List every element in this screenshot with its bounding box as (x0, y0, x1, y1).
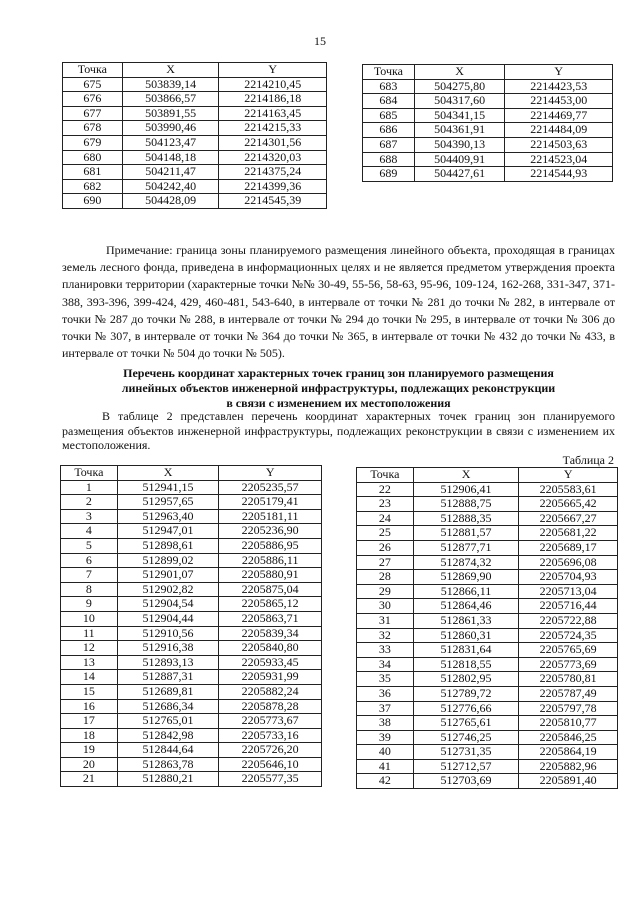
point-cell: 13 (61, 655, 118, 670)
x-cell: 512686,34 (117, 699, 219, 714)
point-cell: 678 (63, 121, 123, 136)
column-header-x: X (117, 466, 219, 481)
table-row (61, 772, 322, 787)
x-cell: 504341,15 (414, 108, 505, 123)
table-row (357, 482, 618, 497)
x-cell: 512789,72 (413, 686, 519, 701)
point-cell: 17 (61, 714, 118, 729)
table-row (61, 655, 322, 670)
x-cell: 512881,57 (413, 526, 519, 541)
y-cell: 2205667,27 (519, 511, 618, 526)
point-cell: 12 (61, 641, 118, 656)
y-cell: 2205733,16 (219, 728, 322, 743)
y-cell: 2205933,45 (219, 655, 322, 670)
y-cell: 2205765,69 (519, 643, 618, 658)
point-cell: 689 (363, 167, 415, 182)
table-row (63, 92, 327, 107)
column-header-point: Точка (61, 466, 118, 481)
table-row (357, 716, 618, 731)
y-cell: 2205880,91 (219, 568, 322, 583)
point-cell: 2 (61, 495, 118, 510)
y-cell: 2214453,00 (505, 94, 613, 109)
point-cell: 42 (357, 774, 414, 789)
point-cell: 27 (357, 555, 414, 570)
table-row (61, 582, 322, 597)
table-row (363, 123, 613, 138)
table-row (61, 626, 322, 641)
point-cell: 39 (357, 730, 414, 745)
y-cell: 2205726,20 (219, 743, 322, 758)
x-cell: 512910,56 (117, 626, 219, 641)
x-cell: 512746,25 (413, 730, 519, 745)
table-row (61, 509, 322, 524)
point-cell: 30 (357, 599, 414, 614)
table-header-row (363, 65, 613, 80)
intro-text: В таблице 2 представлен перечень координат характерных точек границ зон планируемого размещения объектов инженерной инфраструктуры, подлежащих реконструкции в связи с изменением их местоположения. (62, 409, 615, 452)
x-cell: 504361,91 (414, 123, 505, 138)
y-cell: 2214503,63 (505, 137, 613, 152)
table-row (357, 599, 618, 614)
y-cell: 2205724,35 (519, 628, 618, 643)
table-row (363, 79, 613, 94)
point-cell: 40 (357, 745, 414, 760)
x-cell: 504390,13 (414, 137, 505, 152)
table-row (61, 538, 322, 553)
x-cell: 504409,91 (414, 152, 505, 167)
x-cell: 512898,61 (117, 538, 219, 553)
y-cell: 2205773,69 (519, 657, 618, 672)
x-cell: 512866,11 (413, 584, 519, 599)
point-cell: 28 (357, 570, 414, 585)
y-cell: 2205891,40 (519, 774, 618, 789)
x-cell: 512963,40 (117, 509, 219, 524)
y-cell: 2205704,93 (519, 570, 618, 585)
table-row (63, 179, 327, 194)
y-cell: 2205787,49 (519, 686, 618, 701)
y-cell: 2205846,25 (519, 730, 618, 745)
page-number: 15 (314, 34, 326, 48)
table-row (61, 568, 322, 583)
point-cell: 4 (61, 524, 118, 539)
y-cell: 2214544,93 (505, 167, 613, 182)
x-cell: 512731,35 (413, 745, 519, 760)
y-cell: 2205875,04 (219, 582, 322, 597)
table-row (63, 165, 327, 180)
y-cell: 2205780,81 (519, 672, 618, 687)
x-cell: 512703,69 (413, 774, 519, 789)
table-row (357, 643, 618, 658)
column-header-y: Y (219, 63, 327, 78)
point-cell: 14 (61, 670, 118, 685)
table-row (363, 167, 613, 182)
y-cell: 2205878,28 (219, 699, 322, 714)
y-cell: 2205865,12 (219, 597, 322, 612)
x-cell: 512904,54 (117, 597, 219, 612)
point-cell: 32 (357, 628, 414, 643)
table-row (357, 628, 618, 643)
x-cell: 512904,44 (117, 611, 219, 626)
y-cell: 2205839,34 (219, 626, 322, 641)
point-cell: 680 (63, 150, 123, 165)
table-row (357, 540, 618, 555)
point-cell: 37 (357, 701, 414, 716)
table-row (61, 670, 322, 685)
x-cell: 512860,31 (413, 628, 519, 643)
x-cell: 512874,32 (413, 555, 519, 570)
coordinates-table-1-left (62, 62, 327, 209)
y-cell: 2205810,77 (519, 716, 618, 731)
table-row (357, 511, 618, 526)
point-cell: 29 (357, 584, 414, 599)
note-text: Примечание: граница зоны планируемого размещения линейного объекта, проходящая в границах земель лесного фонда, приведена в информационных целях и не является предметом утверждения проекта планировки территории (характерные точки №№ 30-49, 55-56, 58-63, 95-96, 109-124, 162-268, 331-347, 371-388, 393-396, 399-424, 429, 460-481, 543-640, в интервале от точки № 281 до точки № 282, в интервале от точки № 287 до точки № 288, в интервале от точки № 294 до точки № 295, в интервале от точки № 306 до точки № 307, в интервале от точки № 364 до точки № 365, в интервале от точки № 432 до точки № 433, в интервале от точки № 504 до точки № 505). (62, 243, 615, 361)
table-header-row (61, 466, 322, 481)
y-cell: 2205179,41 (219, 495, 322, 510)
point-cell: 688 (363, 152, 415, 167)
point-cell: 22 (357, 482, 414, 497)
x-cell: 512893,13 (117, 655, 219, 670)
table-row (61, 699, 322, 714)
table-row (63, 121, 327, 136)
point-cell: 35 (357, 672, 414, 687)
point-cell: 687 (363, 137, 415, 152)
table-header-row (63, 63, 327, 78)
note-paragraph (62, 242, 615, 362)
column-header-point: Точка (357, 468, 414, 483)
y-cell: 2205722,88 (519, 613, 618, 628)
x-cell: 512901,07 (117, 568, 219, 583)
table-row (61, 524, 322, 539)
point-cell: 24 (357, 511, 414, 526)
point-cell: 686 (363, 123, 415, 138)
x-cell: 512906,41 (413, 482, 519, 497)
x-cell: 503839,14 (122, 77, 219, 92)
x-cell: 503891,55 (122, 106, 219, 121)
y-cell: 2214484,09 (505, 123, 613, 138)
table-row (61, 495, 322, 510)
x-cell: 512888,35 (413, 511, 519, 526)
x-cell: 512877,71 (413, 540, 519, 555)
x-cell: 512861,33 (413, 613, 519, 628)
point-cell: 18 (61, 728, 118, 743)
x-cell: 504242,40 (122, 179, 219, 194)
table-row (357, 686, 618, 701)
x-cell: 512844,64 (117, 743, 219, 758)
x-cell: 512765,01 (117, 714, 219, 729)
table-row (63, 150, 327, 165)
table-row (61, 728, 322, 743)
y-cell: 2214301,56 (219, 135, 327, 150)
x-cell: 503990,46 (122, 121, 219, 136)
column-header-x: X (122, 63, 219, 78)
y-cell: 2205235,57 (219, 480, 322, 495)
table-row (363, 94, 613, 109)
point-cell: 676 (63, 92, 123, 107)
column-header-x: X (413, 468, 519, 483)
x-cell: 512818,55 (413, 657, 519, 672)
x-cell: 504428,09 (122, 194, 219, 209)
point-cell: 677 (63, 106, 123, 121)
x-cell: 504211,47 (122, 165, 219, 180)
y-cell: 2205646,10 (219, 757, 322, 772)
column-header-x: X (414, 65, 505, 80)
y-cell: 2214186,18 (219, 92, 327, 107)
column-header-y: Y (505, 65, 613, 80)
coordinates-table-2-right (356, 467, 618, 789)
x-cell: 512902,82 (117, 582, 219, 597)
y-cell: 2205181,11 (219, 509, 322, 524)
table-row (357, 584, 618, 599)
x-cell: 512842,98 (117, 728, 219, 743)
y-cell: 2205840,80 (219, 641, 322, 656)
table-row (61, 757, 322, 772)
x-cell: 512941,15 (117, 480, 219, 495)
table-row (63, 135, 327, 150)
y-cell: 2205882,96 (519, 759, 618, 774)
column-header-y: Y (219, 466, 322, 481)
point-cell: 684 (363, 94, 415, 109)
x-cell: 504275,80 (414, 79, 505, 94)
table-row (61, 743, 322, 758)
table-row (61, 611, 322, 626)
table-row (357, 701, 618, 716)
y-cell: 2205696,08 (519, 555, 618, 570)
x-cell: 512712,57 (413, 759, 519, 774)
y-cell: 2214399,36 (219, 179, 327, 194)
x-cell: 512776,66 (413, 701, 519, 716)
y-cell: 2205665,42 (519, 497, 618, 512)
point-cell: 1 (61, 480, 118, 495)
y-cell: 2205886,11 (219, 553, 322, 568)
point-cell: 7 (61, 568, 118, 583)
point-cell: 23 (357, 497, 414, 512)
table-row (357, 570, 618, 585)
table-row (363, 137, 613, 152)
y-cell: 2205583,61 (519, 482, 618, 497)
table-row (61, 684, 322, 699)
table-row (357, 774, 618, 789)
y-cell: 2205931,99 (219, 670, 322, 685)
point-cell: 679 (63, 135, 123, 150)
intro-paragraph (62, 409, 615, 453)
table-row (363, 152, 613, 167)
coordinates-table-1-right (362, 64, 613, 182)
point-cell: 20 (61, 757, 118, 772)
point-cell: 9 (61, 597, 118, 612)
point-cell: 15 (61, 684, 118, 699)
point-cell: 8 (61, 582, 118, 597)
point-cell: 3 (61, 509, 118, 524)
table-header-row (357, 468, 618, 483)
y-cell: 2214523,04 (505, 152, 613, 167)
point-cell: 16 (61, 699, 118, 714)
point-cell: 675 (63, 77, 123, 92)
x-cell: 504317,60 (414, 94, 505, 109)
point-cell: 681 (63, 165, 123, 180)
table-row (357, 613, 618, 628)
section-heading-line-1: Перечень координат характерных точек границ зон планируемого размещения (123, 366, 554, 380)
y-cell: 2205797,78 (519, 701, 618, 716)
point-cell: 690 (63, 194, 123, 209)
y-cell: 2214210,45 (219, 77, 327, 92)
table-row (357, 657, 618, 672)
x-cell: 512899,02 (117, 553, 219, 568)
point-cell: 11 (61, 626, 118, 641)
table-row (61, 553, 322, 568)
point-cell: 34 (357, 657, 414, 672)
y-cell: 2205716,44 (519, 599, 618, 614)
y-cell: 2214423,53 (505, 79, 613, 94)
y-cell: 2214545,39 (219, 194, 327, 209)
point-cell: 33 (357, 643, 414, 658)
point-cell: 31 (357, 613, 414, 628)
point-cell: 19 (61, 743, 118, 758)
point-cell: 36 (357, 686, 414, 701)
x-cell: 504148,18 (122, 150, 219, 165)
column-header-point: Точка (363, 65, 415, 80)
table-row (357, 672, 618, 687)
table-row (357, 497, 618, 512)
point-cell: 26 (357, 540, 414, 555)
table-row (61, 480, 322, 495)
y-cell: 2205773,67 (219, 714, 322, 729)
table-row (357, 555, 618, 570)
x-cell: 503866,57 (122, 92, 219, 107)
table-2-caption: Таблица 2 (562, 453, 614, 467)
point-cell: 38 (357, 716, 414, 731)
y-cell: 2214163,45 (219, 106, 327, 121)
y-cell: 2214375,24 (219, 165, 327, 180)
point-cell: 5 (61, 538, 118, 553)
y-cell: 2205886,95 (219, 538, 322, 553)
table-row (61, 641, 322, 656)
section-heading-line-3: в связи с изменением их местоположения (226, 396, 451, 410)
y-cell: 2205577,35 (219, 772, 322, 787)
y-cell: 2205863,71 (219, 611, 322, 626)
x-cell: 512864,46 (413, 599, 519, 614)
table-row (357, 526, 618, 541)
table-row (61, 714, 322, 729)
point-cell: 685 (363, 108, 415, 123)
table-row (357, 759, 618, 774)
y-cell: 2205689,17 (519, 540, 618, 555)
section-heading-line-2: линейных объектов инженерной инфраструктуры, подлежащих реконструкции (121, 381, 556, 395)
table-row (63, 106, 327, 121)
y-cell: 2205236,90 (219, 524, 322, 539)
point-cell: 25 (357, 526, 414, 541)
x-cell: 512888,75 (413, 497, 519, 512)
table-row (357, 730, 618, 745)
x-cell: 512689,81 (117, 684, 219, 699)
table-row (63, 194, 327, 209)
x-cell: 512880,21 (117, 772, 219, 787)
point-cell: 21 (61, 772, 118, 787)
table-row (363, 108, 613, 123)
x-cell: 512863,78 (117, 757, 219, 772)
y-cell: 2205882,24 (219, 684, 322, 699)
point-cell: 683 (363, 79, 415, 94)
x-cell: 512869,90 (413, 570, 519, 585)
x-cell: 512831,64 (413, 643, 519, 658)
x-cell: 512765,61 (413, 716, 519, 731)
x-cell: 512802,95 (413, 672, 519, 687)
point-cell: 41 (357, 759, 414, 774)
y-cell: 2214469,77 (505, 108, 613, 123)
column-header-point: Точка (63, 63, 123, 78)
table-row (61, 597, 322, 612)
column-header-y: Y (519, 468, 618, 483)
point-cell: 682 (63, 179, 123, 194)
point-cell: 10 (61, 611, 118, 626)
x-cell: 512887,31 (117, 670, 219, 685)
x-cell: 504123,47 (122, 135, 219, 150)
x-cell: 512957,65 (117, 495, 219, 510)
x-cell: 512916,38 (117, 641, 219, 656)
x-cell: 512947,01 (117, 524, 219, 539)
table-row (357, 745, 618, 760)
y-cell: 2214215,33 (219, 121, 327, 136)
y-cell: 2205864,19 (519, 745, 618, 760)
y-cell: 2205713,04 (519, 584, 618, 599)
section-heading (62, 366, 615, 411)
coordinates-table-2-left (60, 465, 322, 787)
table-row (63, 77, 327, 92)
point-cell: 6 (61, 553, 118, 568)
x-cell: 504427,61 (414, 167, 505, 182)
y-cell: 2214320,03 (219, 150, 327, 165)
y-cell: 2205681,22 (519, 526, 618, 541)
